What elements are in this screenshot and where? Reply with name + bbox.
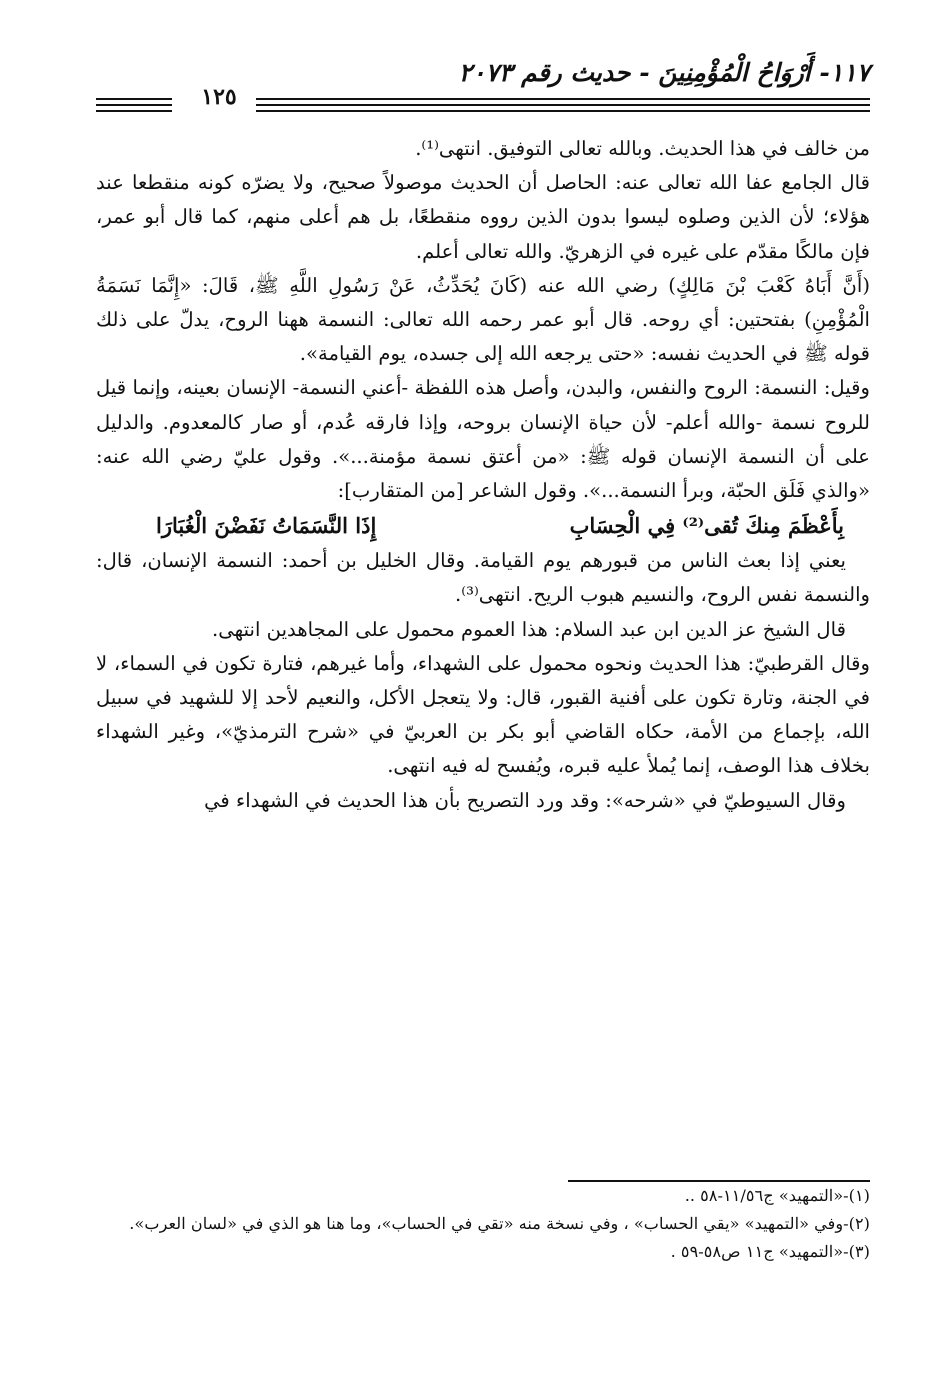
paragraph: وقيل: النسمة: الروح والنفس، والبدن، وأصل هذه اللفظة -أعني النسمة- الإنسان بعينه، وإنما قيل للروح نسمة -والله أعلم- لأن حياة الإنسان بروحه، وإذا فارقه عُدم، أو صار كالمعدوم. والدليل على أن النسمة الإنسان قوله ﷺ: «من أعتق نسمة مؤمنة...». وقول عليّ رضي الله عنه: «والذي فَلَق الحبّة، وبرأ النسمة...». وقول الشاعر [من المتقارب]: [96, 376, 870, 503]
paragraph: قال الشيخ عز الدين ابن عبد السلام: هذا العموم محمول على المجاهدين انتهى. [212, 617, 846, 641]
poetry-verse [96, 508, 870, 544]
footnote: (٢)-وفي «التمهيد» «يقي الحساب» ، وفي نسخة منه «تقي في الحساب»، وما هنا هو الذي في «لسان العرب». [129, 1214, 870, 1233]
paragraph: من خالف في هذا الحديث. وبالله تعالى التوفيق. انتهى⁽¹⁾. [415, 137, 870, 160]
header-rule-left-2 [96, 104, 172, 106]
header-title: ١١٧- أَرْوَاحُ الْمُؤْمِنِينَ - حديث رقم ٢٠٧٣ [458, 58, 870, 87]
page-number: ١٢٥ [201, 84, 237, 110]
paragraph: وقال القرطبيّ: هذا الحديث ونحوه محمول على الشهداء، وأما غيرهم، فتارة تكون في السماء، لا في الجنة، وتارة تكون على أفنية القبور، قال: ولا يتعجل الأكل، والنعيم لأحد إلا للشهيد في سبيل الله، بإجماع من الأمة، حكاه القاضي أبو بكر بن العربيّ في «شرح الترمذيّ»، وغير الشهداء بخلاف هذا الوصف، إنما يُملأ عليه قبره، ويُفسح له فيه انتهى. [96, 651, 870, 778]
header-rule-right [256, 98, 870, 100]
verse-second-hemistich: إِذَا النَّسَمَاتُ نَفَضْنَ الْغُبَارَا [156, 513, 377, 539]
paragraph: قال الجامع عفا الله تعالى عنه: الحاصل أن الحديث موصولاً صحيح، ولا يضرّه كونه منقطعا عند هؤلاء؛ لأن الذين وصلوه ليسوا بدون الذين رووه منقطعًا، بل هم أعلى منهم، كما قال أبو عمر، فإن مالكًا مقدّم على غيره في الزهريّ. والله تعالى أعلم. [96, 171, 870, 263]
header-rule-right-2 [256, 104, 870, 106]
header-rule-left [96, 98, 172, 100]
paragraph: يعني إذا بعث الناس من قبورهم يوم القيامة. وقال الخليل بن أحمد: النسمة الإنسان، قال: والنسمة نفس الروح، والنسيم هبوب الريح. انتهى⁽³⁾. [96, 549, 870, 607]
footnotes [96, 1182, 870, 1266]
running-header [96, 58, 870, 118]
paragraph: وقال السيوطيّ في «شرحه»: وقد ورد التصريح بأن هذا الحديث في الشهداء في [204, 788, 846, 812]
footnote: (١)-«التمهيد» ج١١/٥٦-٥٨ .. [684, 1186, 870, 1205]
main-text [96, 132, 870, 818]
verse-first-hemistich: بِأَعْظَمَ مِنكَ تُقى⁽²⁾ فِي الْحِسَابِ [569, 513, 844, 539]
header-rule-left-3 [96, 110, 172, 112]
header-rule-right-3 [256, 110, 870, 112]
footnote: (٣)-«التمهيد» ج١١ ص٥٨-٥٩ . [670, 1242, 870, 1261]
paragraph: (أَنَّ أَبَاهُ كَعْبَ بْنَ مَالِكٍ) رضي الله عنه (كَانَ يُحَدِّثُ، عَنْ رَسُولِ اللَّهِ ﷺ، قَالَ: «إِنَّمَا نَسَمَةُ الْمُؤْمِنِ) بفتحتين: أي روحه. قال أبو عمر رحمه الله تعالى: النسمة ههنا الروح، يدلّ على ذلك قوله ﷺ في الحديث نفسه: «حتى يرجعه الله إلى جسده، يوم القيامة». [96, 273, 870, 366]
